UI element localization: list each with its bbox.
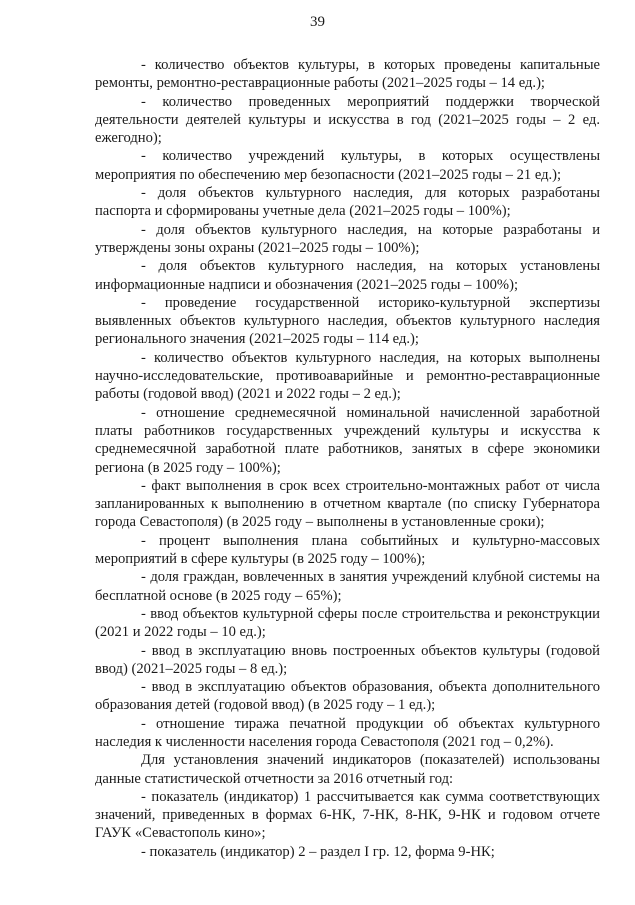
paragraph: - ввод в эксплуатацию вновь построенных объектов культуры (годовой ввод) (2021–2025 годы – 8 ед.); (95, 642, 600, 677)
paragraph: - показатель (индикатор) 1 рассчитывается как сумма соответствующих значений, приведенных в формах 6-НК, 7-НК, 8-НК, 9-НК и годовом отчете ГАУК «Севастополь кино»; (95, 788, 600, 842)
document-body (95, 56, 600, 861)
paragraph: - количество объектов культурного наследия, на которых выполнены научно-исследовательские, противоаварийные и ремонтно-реставрационные работы (годовой ввод) (2021 и 2022 годы – 2 ед.); (95, 349, 600, 403)
paragraph: - ввод объектов культурной сферы после строительства и реконструкции (2021 и 2022 годы – 10 ед.); (95, 605, 600, 641)
paragraph: - отношение тиража печатной продукции об объектах культурного наследия к численности населения города Севастополя (2021 год – 0,2%). (95, 715, 600, 750)
paragraph: - факт выполнения в срок всех строительно-монтажных работ от числа запланированных к выполнению в отчетном квартале (по списку Губернатора города Севастополя) (в 2025 году – выполнены в установленные сроки); (95, 477, 600, 531)
page-number: 39 (310, 14, 325, 30)
paragraph: - количество учреждений культуры, в которых осуществлены мероприятия по обеспечению мер безопасности (2021–2025 годы – 21 ед.); (95, 148, 600, 183)
paragraph: - отношение среднемесячной номинальной начисленной заработной платы работников государственных учреждений культуры и искусства к среднемесячной заработной плате работников, занятых в сфере экономики региона (в 2025 году – 100%); (95, 404, 600, 476)
paragraph: - доля объектов культурного наследия, для которых разработаны паспорта и сформированы учетные дела (2021–2025 годы – 100%); (95, 185, 600, 220)
paragraph: - показатель (индикатор) 2 – раздел I гр. 12, форма 9-НК; (141, 843, 495, 860)
paragraph: - процент выполнения плана событийных и культурно-массовых мероприятий в сфере культуры (в 2025 году – 100%); (95, 532, 600, 568)
paragraph: - количество объектов культуры, в которых проведены капитальные ремонты, ремонтно-реставрационные работы (2021–2025 годы – 14 ед.); (95, 57, 600, 92)
paragraph: - количество проведенных мероприятий поддержки творческой деятельности деятелей культуры и искусства в год (2021–2025 годы – 2 ед. ежегодно); (95, 93, 600, 147)
paragraph: - доля граждан, вовлеченных в занятия учреждений клубной системы на бесплатной основе (в 2025 году – 65%); (95, 569, 600, 604)
paragraph: - ввод в эксплуатацию объектов образования, объекта дополнительного образования детей (годовой ввод) (в 2025 году – 1 ед.); (95, 679, 600, 714)
paragraph: - доля объектов культурного наследия, на которых установлены информационные надписи и обозначения (2021–2025 годы – 100%); (95, 258, 600, 293)
paragraph: - проведение государственной историко-культурной экспертизы выявленных объектов культурного наследия, объектов культурного наследия регионального значения (2021–2025 годы – 114 ед.); (95, 294, 600, 348)
paragraph: - доля объектов культурного наследия, на которые разработаны и утверждены зоны охраны (2021–2025 годы – 100%); (95, 221, 600, 256)
paragraph: Для установления значений индикаторов (показателей) использованы данные статистической отчетности за 2016 отчетный год: (95, 752, 600, 787)
